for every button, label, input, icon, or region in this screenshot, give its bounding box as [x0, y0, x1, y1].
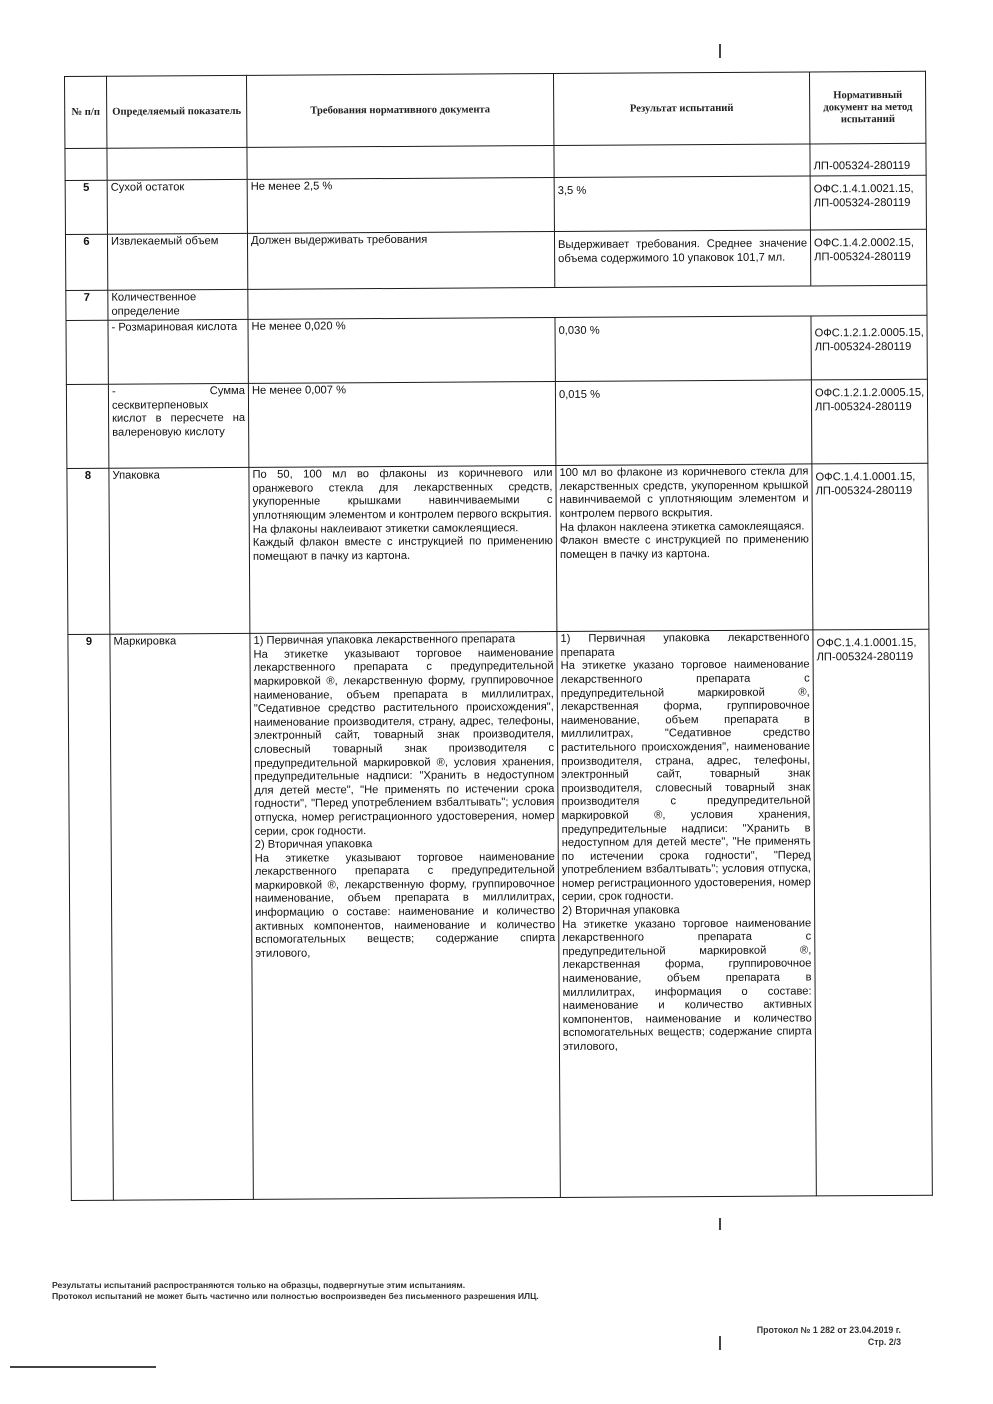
col-header-num: № п/п: [65, 76, 107, 148]
protocol-info: [757, 1324, 901, 1348]
method-text: ОФС.1.4.1.0001.15, ЛП-005324-280119: [816, 636, 917, 664]
requirement-paragraph: 1) Первичная упаковка лекарственного препарата: [253, 633, 516, 648]
cell-indicator: Сухой остаток: [107, 179, 247, 234]
result-paragraph: Флакон вместе с инструкцией по применению помещен в пачку из картона.: [559, 533, 809, 561]
cell-requirement: Не менее 2,5 %: [247, 178, 554, 234]
page-number: Стр. 2/3: [867, 1337, 901, 1347]
col-header-requirement: Требования нормативного документа: [246, 74, 553, 148]
cell-requirement: Не менее 0,007 %: [248, 382, 556, 468]
footer-line: Результаты испытаний распространяются только на образцы, подвергнутые этим испытаниям.: [52, 1280, 466, 1290]
cell-num: [65, 148, 107, 180]
requirement-paragraph: По 50, 100 мл во флаконы из коричневого или оранжевого стекла для лекарственных средств, укупоренные крышками навинчиваемыми с уплотняющим элементом и контролем первого вскрытия.: [252, 467, 553, 522]
cell-requirement: [249, 466, 557, 634]
footer-line: Протокол испытаний не может быть частично или полностью воспроизведен без письменного разрешения ИЛЦ.: [52, 1291, 539, 1301]
cell-method: [810, 175, 927, 230]
cell-num: [66, 320, 108, 384]
cell-result: [557, 630, 816, 1198]
scan-mark: [10, 1366, 156, 1368]
scan-mark: [719, 44, 721, 58]
cell-result: [556, 464, 813, 632]
method-text: ОФС.1.2.1.2.0005.15, ЛП-005324-280119: [814, 386, 925, 414]
table-row: [68, 629, 933, 1200]
cell-indicator: [107, 147, 247, 180]
cell-method: [813, 629, 933, 1196]
cell-num: 5: [65, 180, 107, 234]
cell-method: ЛП-005324-280119: [810, 143, 926, 176]
requirement-paragraph: На этикетке указывают торговое наименование лекарственного препарата с предупредительной маркировкой ®, лекарственную форму, группировочное наименование, объем препарата в миллилитрах, информацию о составе: наименование и количество активных компонентов, наименование и количество вспомогательных веществ; содержание спирта этилового,: [254, 850, 556, 960]
cell-method: [810, 229, 927, 286]
cell-indicator: Количественное определение: [108, 289, 248, 320]
cell-num: 6: [65, 234, 107, 290]
method-text: ОФС.1.4.1.0021.15, ЛП-005324-280119: [813, 182, 914, 210]
result-paragraph: На этикетке указано торговое наименование лекарственного препарата с предупредительной маркировкой ®, лекарственная форма, группировочное наименование, объем препарата в миллилитрах, информация о составе: наименование и количество активных компонентов, наименование и количество вспомогательных веществ; содержание спирта этилового,: [562, 917, 812, 1053]
result-paragraph: На флакон наклеена этикетка самоклеящаяся.: [559, 520, 805, 534]
cell-num: 8: [67, 468, 110, 634]
cell-indicator: Упаковка: [109, 468, 250, 635]
cell-result: [555, 380, 812, 466]
scan-mark: [719, 1218, 721, 1230]
result-paragraph: На этикетке указано торговое наименование лекарственного препарата с предупредительной маркировкой ®, лекарственная форма, группировочное наименование, объем препарата в миллилитрах, "Седативное средство растительного происхождения", наименование производителя, страна, адрес, телефоны, электронный сайт, товарный знак производителя, словесный товарный знак производителя с предупредительной маркировкой ®, условия хранения, предупредительные надписи: "Хранить в недоступном для детей месте", "Не применять по истечении срока годности", "Перед употреблением взбалтывать"; условия отпуска, номер регистрационного удостоверения, номер серии, срок годности.: [560, 658, 811, 904]
col-header-result: Результат испытаний: [553, 72, 809, 146]
cell-requirement: Не менее 0,020 %: [248, 318, 555, 384]
cell-result: [554, 144, 810, 178]
cell-requirement: Должен выдерживать требования: [247, 232, 554, 290]
header-row: [65, 71, 927, 148]
table-row: [66, 379, 928, 468]
col-header-indicator: Определяемый показатель: [107, 75, 247, 148]
test-results-table: [64, 71, 933, 1201]
table-row: [66, 315, 928, 384]
result-text: 0,030 %: [558, 324, 600, 338]
footer-disclaimer: [52, 1280, 539, 1302]
requirement-paragraph: На флаконы наклеивают этикетки самоклеящиеся.: [252, 521, 519, 536]
cell-result: [554, 230, 810, 288]
cell-num: 9: [68, 634, 113, 1200]
cell-num: 7: [66, 290, 108, 320]
result-text: 0,015 %: [558, 388, 601, 402]
requirement-paragraph: Каждый флакон вместе с инструкцией по применению помещают в пачку из картона.: [252, 535, 553, 563]
cell-requirement: [247, 146, 554, 180]
result-text: 3,5 %: [557, 184, 587, 197]
protocol-number: Протокол № 1 282 от 23.04.2019 г.: [756, 1325, 901, 1335]
method-text: ОФС.1.2.1.2.0005.15, ЛП-005324-280119: [814, 326, 924, 354]
cell-indicator: - Сумма сесквитерпеновых кислот в пересчете на валереновую кислоту: [108, 384, 249, 469]
col-header-method: Нормативный документ на метод испытаний: [809, 71, 926, 144]
method-text: ОФС.1.4.2.0002.15, ЛП-005324-280119: [814, 236, 915, 264]
cell-empty: [248, 285, 927, 319]
method-text: ОФС.1.4.1.0001.15, ЛП-005324-280119: [815, 470, 916, 498]
cell-method: [812, 463, 929, 630]
cell-num: [66, 384, 109, 468]
table-row: [67, 463, 929, 634]
table-row: [65, 229, 927, 290]
result-text: Выдерживает требования. Среднее значение объема содержимого 10 упаковок 101,7 мл.: [558, 237, 808, 265]
cell-result: [555, 316, 811, 382]
cell-indicator: Извлекаемый объем: [107, 233, 247, 290]
cell-indicator: Маркировка: [110, 634, 253, 1201]
scan-mark: [719, 1336, 721, 1350]
cell-indicator: - Розмариновая кислота: [108, 320, 248, 385]
cell-result: [554, 176, 810, 232]
result-paragraph: 100 мл во флаконе из коричневого стекла для лекарственных средств, укупоренном крышкой навинчиваемой с уплотняющим элементом и контролем первого вскрытия.: [559, 465, 809, 520]
cell-method: [811, 315, 928, 380]
cell-requirement: [250, 632, 560, 1200]
cell-method: [811, 379, 928, 464]
requirement-paragraph: На этикетке указывают торговое наименование лекарственного препарата с предупредительной маркировкой ®, лекарственную форму, группировочное наименование, объем препарата в миллилитрах, "Седативное средство растительного происхождения", наименование производителя, страну, адрес, телефоны, электронный сайт, товарный знак производителя, словесный товарный знак производителя с предупредительной маркировкой ®, условия хранения, предупредительные надписи: "Хранить в недоступном для детей месте", "Не применять по истечении срока годности", "Перед употреблением взбалтывать"; условия отпуска, номер регистрационного удостоверения, номер серии, срок годности.: [253, 646, 555, 838]
result-paragraph: 1) Первичная упаковка лекарственного препарата: [560, 631, 810, 659]
table-row: [65, 175, 927, 234]
result-paragraph: 2) Вторичная упаковка: [562, 904, 680, 918]
table-row: [65, 143, 926, 180]
requirement-paragraph: 2) Вторичная упаковка: [254, 838, 373, 851]
